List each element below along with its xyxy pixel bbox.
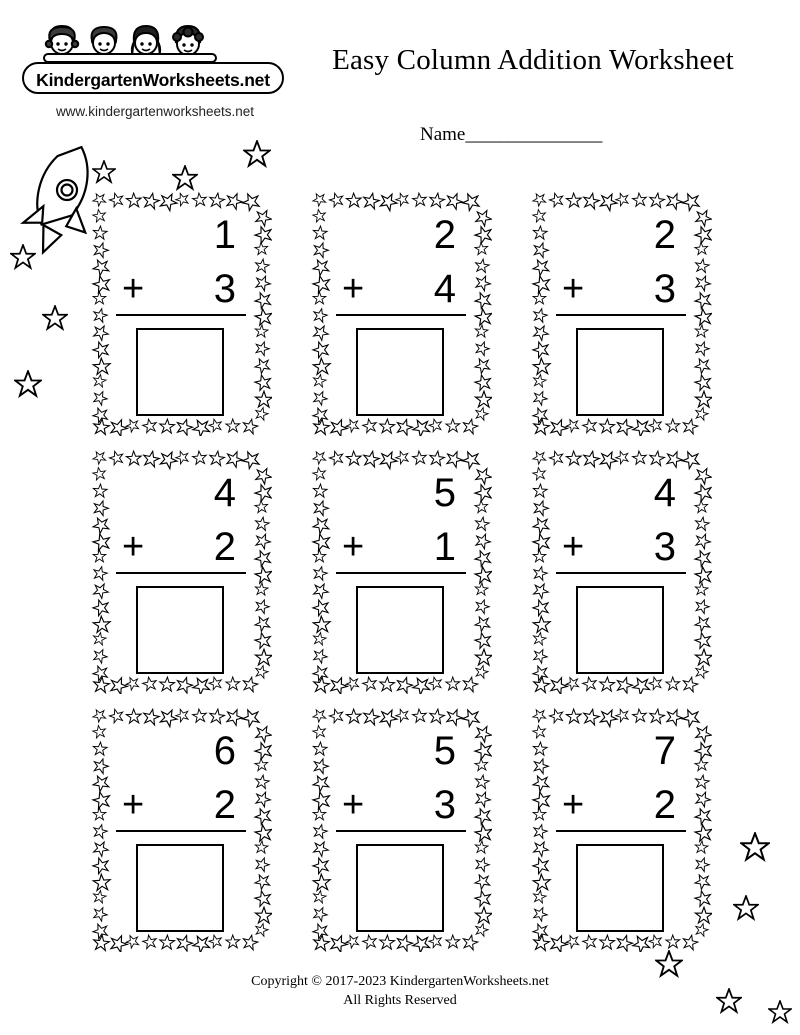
star-icon — [10, 244, 36, 270]
logo-url-text: www.kindergartenworksheets.net — [55, 104, 255, 119]
addend-bottom: 4 — [433, 267, 456, 311]
problem-6 — [556, 468, 684, 670]
answer-box[interactable] — [576, 844, 664, 932]
addend-top: 2 — [653, 213, 676, 257]
name-label: Name — [420, 124, 466, 145]
problem-9 — [556, 726, 684, 928]
problem-5 — [336, 468, 464, 670]
sum-rule — [116, 314, 246, 316]
sum-rule — [336, 314, 466, 316]
page-footer — [0, 972, 800, 1010]
sum-rule — [336, 572, 466, 574]
operator: + — [122, 526, 145, 568]
star-icon — [42, 305, 68, 331]
problems-grid — [88, 188, 712, 958]
page-title: Easy Column Addition Worksheet — [332, 44, 734, 76]
addend-bottom: 2 — [213, 525, 236, 569]
problem-cell[interactable] — [528, 704, 712, 952]
problem-cell[interactable] — [88, 446, 272, 694]
addend-bottom: 1 — [433, 525, 456, 569]
answer-box[interactable] — [356, 844, 444, 932]
problem-8 — [336, 726, 464, 928]
addend-top: 4 — [213, 471, 236, 515]
addend-bottom: 3 — [213, 267, 236, 311]
problem-cell[interactable] — [88, 704, 272, 952]
problem-cell[interactable] — [88, 188, 272, 436]
star-icon — [14, 370, 42, 398]
operator: + — [562, 784, 585, 826]
sum-rule — [556, 572, 686, 574]
problem-cell[interactable] — [308, 704, 492, 952]
addend-bottom: 2 — [213, 783, 236, 827]
sum-rule — [556, 830, 686, 832]
star-icon — [740, 832, 770, 862]
addend-top: 1 — [213, 213, 236, 257]
operator: + — [342, 784, 365, 826]
name-blank: ________________ — [465, 124, 602, 145]
problem-cell[interactable] — [528, 446, 712, 694]
operator: + — [342, 268, 365, 310]
sum-rule — [116, 830, 246, 832]
problem-2 — [336, 210, 464, 412]
rights-text: All Rights Reserved — [343, 993, 457, 1008]
addend-bottom: 3 — [653, 267, 676, 311]
answer-box[interactable] — [356, 328, 444, 416]
problem-cell[interactable] — [528, 188, 712, 436]
operator: + — [562, 526, 585, 568]
problem-cell[interactable] — [308, 446, 492, 694]
answer-box[interactable] — [136, 844, 224, 932]
sum-rule — [556, 314, 686, 316]
star-icon — [243, 140, 271, 168]
sum-rule — [116, 572, 246, 574]
name-field-line[interactable] — [420, 124, 601, 146]
answer-box[interactable] — [576, 586, 664, 674]
sum-rule — [336, 830, 466, 832]
operator: + — [122, 268, 145, 310]
problem-1 — [116, 210, 244, 412]
worksheet-header — [0, 0, 800, 160]
problem-4 — [116, 468, 244, 670]
operator: + — [122, 784, 145, 826]
problem-cell[interactable] — [308, 188, 492, 436]
answer-box[interactable] — [136, 328, 224, 416]
operator: + — [342, 526, 365, 568]
copyright-text: Copyright © 2017-2023 KindergartenWorksheets.net — [251, 974, 549, 989]
star-icon — [92, 160, 116, 184]
addend-top: 5 — [433, 729, 456, 773]
answer-box[interactable] — [576, 328, 664, 416]
problem-3 — [556, 210, 684, 412]
addend-bottom: 2 — [653, 783, 676, 827]
addend-top: 2 — [433, 213, 456, 257]
addend-top: 4 — [653, 471, 676, 515]
logo-text: KindergartenWorksheets.net — [36, 70, 270, 90]
problem-7 — [116, 726, 244, 928]
star-icon — [733, 895, 759, 921]
answer-box[interactable] — [136, 586, 224, 674]
addend-bottom: 3 — [653, 525, 676, 569]
answer-box[interactable] — [356, 586, 444, 674]
addend-top: 6 — [213, 729, 236, 773]
site-logo[interactable] — [22, 24, 284, 139]
operator: + — [562, 268, 585, 310]
addend-top: 7 — [653, 729, 676, 773]
addend-bottom: 3 — [433, 783, 456, 827]
addend-top: 5 — [433, 471, 456, 515]
